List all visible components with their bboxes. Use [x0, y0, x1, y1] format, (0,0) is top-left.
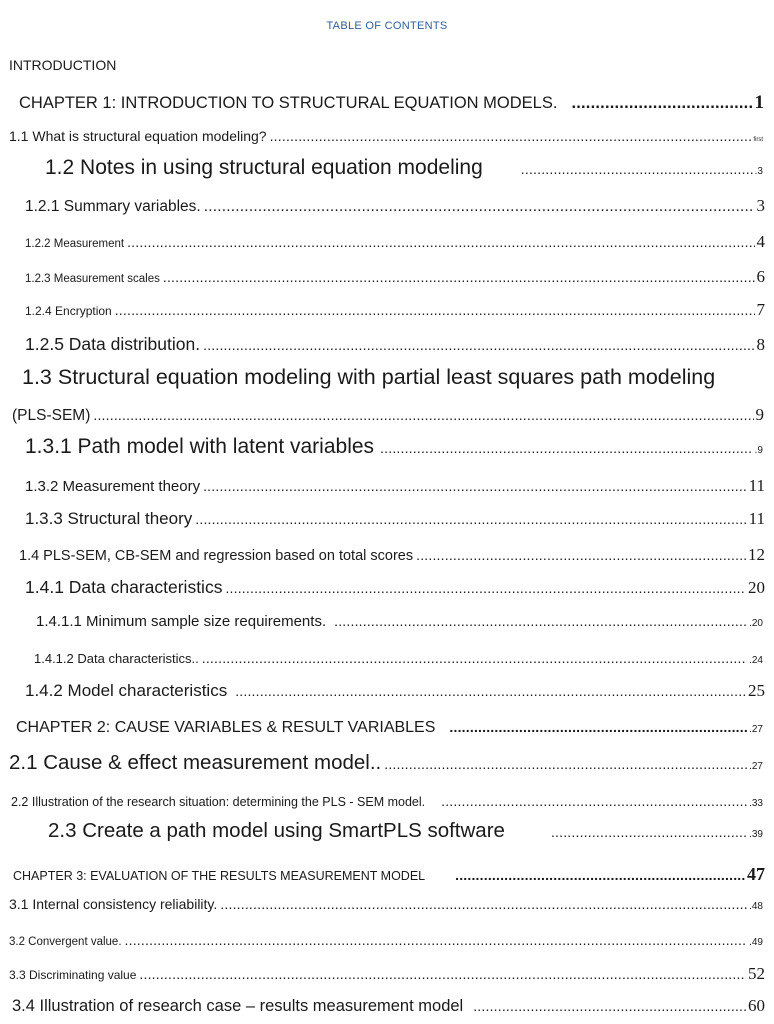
- toc-entry-1-4-1-2[interactable]: [34, 650, 763, 666]
- page-number: 1: [754, 92, 764, 113]
- page-number: 3: [756, 196, 765, 215]
- toc-entry-1-4-2[interactable]: [25, 681, 765, 701]
- entry-label: 1.4.2 Model characteristics: [25, 681, 228, 700]
- dot-leader: [125, 932, 748, 948]
- dot-leader: [473, 998, 746, 1014]
- page-number: 6: [756, 267, 765, 286]
- entry-label: 3.1 Internal consistency reliability.: [9, 896, 218, 912]
- toc-entry-1-4-1-1[interactable]: [36, 613, 763, 630]
- dot-leader: [270, 128, 752, 144]
- dot-leader: [225, 580, 746, 596]
- page-number: 8: [756, 335, 765, 354]
- toc-entry-3-4[interactable]: [12, 996, 765, 1016]
- page-number: .24: [749, 655, 763, 666]
- entry-label: 1.2.5 Data distribution.: [25, 334, 201, 354]
- entry-label: 1.2 Notes in using structural equation modeling: [45, 156, 483, 179]
- dot-leader: [93, 407, 753, 423]
- page-number: 20: [748, 578, 765, 597]
- dot-leader: [204, 198, 755, 216]
- page-number: .27: [749, 761, 763, 772]
- introduction-heading: INTRODUCTION: [9, 57, 117, 73]
- toc-entry-2-3[interactable]: [48, 819, 763, 843]
- dot-leader: [334, 613, 747, 629]
- dot-leader: [380, 440, 753, 456]
- entry-label: 1.4 PLS-SEM, CB-SEM and regression based on total scores: [19, 548, 414, 564]
- page-number: .9: [754, 445, 763, 456]
- toc-entry-1-2-4[interactable]: [25, 300, 765, 320]
- toc-entry-chapter-1[interactable]: [19, 92, 764, 114]
- page-number: .33: [749, 798, 763, 809]
- dot-leader: [195, 511, 746, 527]
- entry-label: 1.2.3 Measurement scales: [25, 273, 160, 285]
- toc-entry-1-3-1[interactable]: [25, 435, 763, 459]
- toc-entry-1-2-1[interactable]: [25, 196, 765, 216]
- dot-leader: [551, 824, 747, 840]
- entry-label: 3.4 Illustration of research case – results measurement model: [12, 997, 464, 1015]
- entry-label: 1.2.2 Measurement: [25, 238, 125, 250]
- entry-label: CHAPTER 1: INTRODUCTION TO STRUCTURAL EQUATION MODELS.: [19, 94, 558, 112]
- dot-leader: [220, 896, 747, 912]
- toc-entry-3-3[interactable]: [9, 964, 765, 984]
- entry-label: (PLS-SEM): [12, 407, 91, 424]
- entry-label: CHAPTER 3: EVALUATION OF THE RESULTS MEASUREMENT MODEL: [13, 869, 426, 883]
- page-number: 60: [748, 996, 765, 1015]
- entry-label: 1.3.1 Path model with latent variables: [25, 435, 375, 458]
- toc-entry-chapter-3[interactable]: [13, 864, 765, 885]
- page-number: 11: [748, 476, 765, 495]
- toc-entry-1-3-2[interactable]: [25, 476, 765, 496]
- dot-leader: [163, 269, 755, 285]
- page-number: .48: [749, 901, 763, 912]
- toc-entry-1-4-1[interactable]: [25, 577, 765, 598]
- page-number: .27: [749, 724, 763, 735]
- page-number: 47: [747, 864, 765, 884]
- dot-leader: [202, 650, 747, 666]
- page-number: 9: [755, 405, 764, 424]
- entry-label: 1.3.3 Structural theory: [25, 509, 193, 528]
- page-number: .20: [749, 618, 763, 629]
- toc-entry-2-2[interactable]: [11, 793, 763, 809]
- page-number: 7: [756, 300, 765, 319]
- toc-entry-2-1[interactable]: [9, 751, 763, 775]
- toc-entry-1-2-5[interactable]: [25, 334, 765, 355]
- entry-label: 1.4.1.1 Minimum sample size requirements.: [36, 613, 327, 630]
- page-number: .49: [749, 937, 763, 948]
- entry-label: 1.1 What is structural equation modeling?: [9, 128, 267, 144]
- page-number: 11: [748, 509, 765, 528]
- page-number: 12: [748, 545, 765, 564]
- page-number: .39: [749, 829, 763, 840]
- toc-entry-1-3[interactable]: 1.3 Structural equation modeling with partial least squares path modeling: [22, 365, 716, 389]
- toc-entry-1-3-3[interactable]: [25, 509, 765, 529]
- dot-leader: [235, 683, 746, 699]
- page-number: 25: [748, 681, 765, 700]
- dot-leader: [115, 302, 755, 318]
- toc-entry-3-2[interactable]: [9, 932, 763, 948]
- dot-leader: [139, 966, 746, 982]
- page-number: 52: [748, 964, 765, 983]
- entry-label: CHAPTER 2: CAUSE VARIABLES & RESULT VARIABLES: [16, 719, 436, 736]
- page-number: .3: [754, 166, 763, 177]
- dot-leader: [203, 478, 747, 494]
- entry-label: 2.3 Create a path model using SmartPLS software: [48, 819, 505, 842]
- dot-leader: [449, 719, 747, 735]
- dot-leader: [521, 161, 753, 177]
- entry-label: 2.1 Cause & effect measurement model..: [9, 751, 382, 774]
- entry-label: 1.4.1.2 Data characteristics..: [34, 651, 199, 666]
- entry-label: 1.2.1 Summary variables.: [25, 198, 201, 215]
- toc-entry-1-4[interactable]: [19, 545, 765, 565]
- dot-leader: [455, 867, 745, 883]
- entry-label: 3.2 Convergent value.: [9, 936, 122, 948]
- toc-entry-1-2-3[interactable]: [25, 267, 765, 287]
- dot-leader: [441, 793, 747, 809]
- toc-entry-1-2[interactable]: [45, 156, 763, 180]
- dot-leader: [416, 547, 746, 563]
- toc-entry-1-1[interactable]: [9, 128, 763, 144]
- dot-leader: [203, 337, 754, 353]
- entry-label: 2.2 Illustration of the research situation: determining the PLS - SEM model.: [11, 795, 426, 809]
- dot-leader: [571, 94, 752, 113]
- toc-entry-chapter-2[interactable]: [16, 719, 763, 737]
- toc-entry-3-1[interactable]: [9, 896, 763, 912]
- dot-leader: [384, 756, 747, 772]
- page-number: 4: [756, 232, 765, 251]
- dot-leader: [127, 234, 754, 250]
- page-number: first: [753, 137, 763, 143]
- entry-label: 1.3.2 Measurement theory: [25, 478, 201, 495]
- entry-label: 3.3 Discriminating value: [9, 968, 137, 982]
- toc-title: TABLE OF CONTENTS: [326, 20, 448, 32]
- toc-entry-1-2-2[interactable]: [25, 232, 765, 252]
- entry-label: 1.4.1 Data characteristics: [25, 577, 223, 597]
- toc-entry-1-3-continued[interactable]: [12, 405, 764, 425]
- entry-label: 1.2.4 Encryption: [25, 304, 112, 318]
